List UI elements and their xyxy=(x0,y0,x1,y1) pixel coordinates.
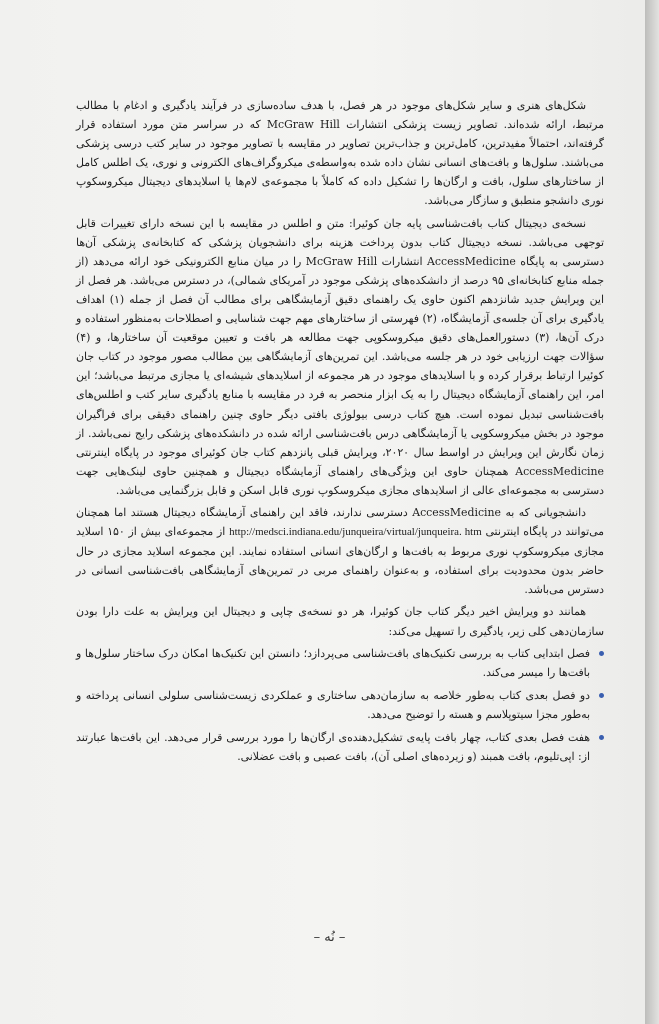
page-body xyxy=(76,96,604,770)
paragraph-3-lead: دانشجویانی که به AccessMedicine دسترسی ندارند، فاقد این راهنمای آزمایشگاه دیجیتال هستند اما همچنان می‌توانند در پایگاه اینترنتی xyxy=(76,505,605,539)
page-edge-shadow xyxy=(645,0,659,1024)
paragraph-4: همانند دو ویرایش اخیر دیگر کتاب جان کوئیرا، هر دو نسخه‌ی چاپی و دیجیتال این ویرایش به علت دارا بودن سازمان‌دهی کلی زیر، یادگیری را تسهیل می‌کند: xyxy=(76,605,604,638)
virtual-slides-url: http://medsci.indiana.edu/junqueira/virtual/junqueira. htm xyxy=(229,526,482,539)
list-item-text: دو فصل بعدی کتاب به‌طور خلاصه به سازمان‌دهی ساختاری و عملکردی زیست‌شناسی سلولی انسانی پرداخته و به‌طور مجزا سیتوپلاسم و هسته را توضیح می‌دهد. xyxy=(76,688,590,721)
bullet-icon xyxy=(599,651,604,656)
paragraph-2: نسخه‌ی دیجیتال کتاب بافت‌شناسی پایه جان کوئیرا: متن و اطلس در مقایسه با این نسخه دارای تغییرات قابل توجهی می‌باشد. نسخه دیجیتال کتاب بدون پرداخت هزینه برای دانشجویان پزشکی که کتابخانه‌ی پزشکی آن‌ها دسترسی به پایگاه AccessMedicine انتشارات McGraw Hill را در میان منابع الکترونیکی خود ارائه می‌دهد (از جمله منابع کتابخانه‌ای ۹۵ درصد از دانشکده‌های پزشکی موجود در آمریکای شمالی)، در دسترس می‌باشد. هر فصل از این ویرایش جدید شانزدهم اکنون حاوی یک راهنمای دقیق آزمایشگاهی برای مطالب آن فصل از جمله (۱) اهداف یادگیری برای آن جلسه‌ی آزمایشگاه، (۲) فهرستی از ساختارهای مهم جهت شناسایی و اصطلاحات به‌منظور استفاده و درک آن‌ها، (۳) دستورالعمل‌های دقیق میکروسکوپی جهت مطالعه هر بافت و تعیین موقعیت آن ساختارها، و (۴) سؤالات جهت ارزیابی خود در هر جلسه می‌باشد. این تمرین‌های آزمایشگاهی بین مطالب مصور موجود در کتاب جان کوئیرا ارتباط برقرار کرده و با اسلایدهای موجود در هر مجموعه از اسلایدهای شیشه‌ای یا مجازی مرتبط می‌باشد؛ این امر، این راهنمای آزمایشگاه دیجیتال را به یک ابزار منحصر به فرد در مقایسه با منابع یادگیری سایر کتب و اطلس‌های بافت‌شناسی تبدیل نموده است. هیچ کتاب درسی بیولوژی بافتی دیگر حاوی چنین راهنمای دقیقی برای فراگیران موجود در بخش میکروسکوپی یا آزمایشگاهی درس بافت‌شناسی ارائه شده در دانشکده‌های پزشکی رایج نمی‌باشد. از زمان نگارش این ویرایش در اواسط سال ۲۰۲۰، ویرایش قبلی پانزدهم کتاب جان کوئیرای موجود در پایگاه اینترنتی AccessMedicine همچنان حاوی این ویژگی‌های راهنمای آزمایشگاه دیجیتال و همچنین حاوی لینک‌هایی جهت دسترسی به مجموعه‌ای عالی از اسلایدهای مجازی میکروسکوپ نوری قابل اسکن و قابل بزرگنمایی می‌باشد. xyxy=(76,216,604,497)
bullet-icon xyxy=(599,735,604,740)
list-item xyxy=(76,686,604,724)
list-item xyxy=(76,644,604,682)
page-number: – نُه – xyxy=(313,930,346,945)
paragraph-3-rest: از مجموعه‌ای بیش از ۱۵۰ اسلاید مجازی میکروسکوپ نوری مربوط به بافت‌ها و ارگان‌های انسانی استفاده نمایند. این مجموعه اسلاید مجازی در حال حاضر بدون محدودیت برای استفاده، و به‌عنوان راهنمای مربی در تمرین‌های آزمایشگاهی بافت‌شناسی انسانی در دسترس می‌باشد. xyxy=(76,525,604,597)
list-item-text: هفت فصل بعدی کتاب، چهار بافت پایه‌ی تشکیل‌دهنده‌ی ارگان‌ها را مورد بررسی قرار می‌دهد. این بافت‌ها عبارتند از: اپی‌تلیوم، بافت همبند (و زیرده‌های اصلی آن)، بافت عصبی و بافت عضلانی. xyxy=(76,731,590,764)
paragraph-3 xyxy=(76,503,604,599)
bullet-icon xyxy=(599,693,604,698)
list-item-text: فصل ابتدایی کتاب به بررسی تکنیک‌های بافت‌شناسی می‌پردازد؛ دانستن این تکنیک‌ها امکان درک ساختار سلول‌ها و بافت‌ها را میسر می‌کند. xyxy=(76,646,590,679)
organization-list xyxy=(76,644,604,767)
list-item xyxy=(76,728,604,766)
paragraph-1: شکل‌های هنری و سایر شکل‌های موجود در هر فصل، با هدف ساده‌سازی در فرآیند یادگیری و ادغام با مطالب مرتبط، ارائه شده‌اند. تصاویر زیست پزشکی انتشارات McGraw Hill که در سراسر متن مورد استفاده قرار گرفته‌اند، احتمالاً مفیدترین، کامل‌ترین و جذاب‌ترین تصاویر در مقایسه با تصاویر موجود در سایر کتب درسی پزشکی می‌باشند. سلول‌ها و بافت‌های انسانی نشان داده شده به‌واسطه‌ی میکروگراف‌های الکترونی و نوری، یک اطلس کامل از ساختارهای سلول، بافت و ارگان‌ها را تشکیل داده که کاملاً با مجموعه‌ی لام‌ها یا اسلایدهای دیجیتال میکروسکوپ نوری دانشجو منطبق و سازگار می‌باشد. xyxy=(76,99,604,208)
